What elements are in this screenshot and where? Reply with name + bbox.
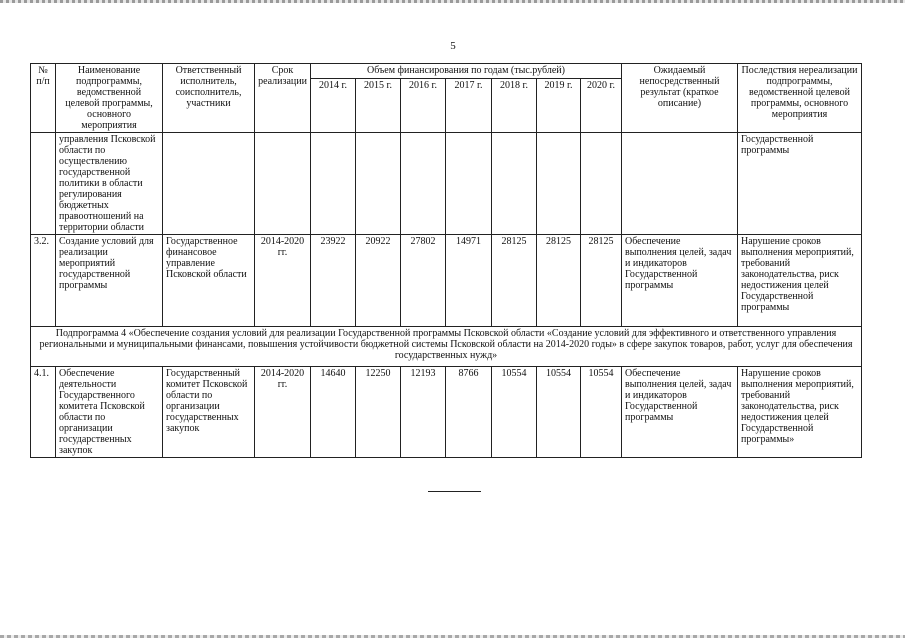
header-consequences: Последствия нереализации подпрограммы, ведомственной целевой программы, основного мероприятия (738, 64, 862, 133)
header-term: Срок реализации (255, 64, 311, 133)
program-table (30, 63, 862, 458)
table-row (31, 235, 862, 327)
cell-value: 10554 (537, 367, 581, 458)
page-number: 5 (450, 40, 456, 52)
cell-name: управления Псковской области по осуществлению государственной политики в области регулирования бюджетных правоотношений на территории области (56, 133, 163, 235)
cell-num: 3.2. (31, 235, 56, 327)
cell-consequences: Нарушение сроков выполнения мероприятий, требований законодательства, риск недостижения целей Государственной программы» (738, 367, 862, 458)
cell-executor: Государственное финансовое управление Псковской области (163, 235, 255, 327)
cell-value: 28125 (492, 235, 537, 327)
header-executor: Ответственный исполнитель, соисполнитель, участники (163, 64, 255, 133)
cell-value (446, 133, 492, 235)
cell-result (622, 133, 738, 235)
cell-value (401, 133, 446, 235)
subprogram-banner: Подпрограмма 4 «Обеспечение создания условий для реализации Государственной программы Псковской области «Создание условий для эффективного и ответственного управления региональными и муниципальными финансами, повышения устойчивости бюджетной системы Псковской области на 2014-2020 годы» в сфере закупок товаров, работ, услуг для обеспечения государственных нужд» (31, 327, 862, 367)
footer-rule (428, 491, 481, 492)
cell-num (31, 133, 56, 235)
cell-term: 2014-2020 гг. (255, 235, 311, 327)
header-row-1 (31, 64, 862, 79)
cell-value: 23922 (311, 235, 356, 327)
cell-value (537, 133, 581, 235)
continuation-row (31, 133, 862, 235)
cell-value: 10554 (492, 367, 537, 458)
header-funding-group: Объем финансирования по годам (тыс.рублей) (311, 64, 622, 79)
cell-executor: Государственный комитет Псковской области по организации государственных закупок (163, 367, 255, 458)
cell-executor (163, 133, 255, 235)
scan-edge-top (0, 0, 905, 3)
cell-name: Обеспечение деятельности Государственного комитета Псковской области по организации государственных закупок (56, 367, 163, 458)
header-num: № п/п (31, 64, 56, 133)
header-name: Наименование подпрограммы, ведомственной целевой программы, основного мероприятия (56, 64, 163, 133)
cell-value: 12250 (356, 367, 401, 458)
cell-result: Обеспечение выполнения целей, задач и индикаторов Государственной программы (622, 235, 738, 327)
cell-value (492, 133, 537, 235)
table-row (31, 367, 862, 458)
subprogram-row (31, 327, 862, 367)
cell-num: 4.1. (31, 367, 56, 458)
cell-value (356, 133, 401, 235)
header-year: 2020 г. (581, 79, 622, 133)
cell-value: 20922 (356, 235, 401, 327)
cell-value: 12193 (401, 367, 446, 458)
cell-name: Создание условий для реализации мероприятий государственной программы (56, 235, 163, 327)
cell-consequences: Государственной программы (738, 133, 862, 235)
cell-term: 2014-2020 гг. (255, 367, 311, 458)
cell-result: Обеспечение выполнения целей, задач и индикаторов Государственной программы (622, 367, 738, 458)
cell-value: 8766 (446, 367, 492, 458)
cell-value: 14971 (446, 235, 492, 327)
cell-consequences: Нарушение сроков выполнения мероприятий, требований законодательства, риск недостижения целей Государственной программы (738, 235, 862, 327)
header-year: 2014 г. (311, 79, 356, 133)
header-year: 2019 г. (537, 79, 581, 133)
scan-edge-bottom (0, 635, 905, 638)
cell-value: 28125 (537, 235, 581, 327)
cell-value (581, 133, 622, 235)
header-year: 2018 г. (492, 79, 537, 133)
cell-value: 14640 (311, 367, 356, 458)
header-year: 2015 г. (356, 79, 401, 133)
cell-value: 10554 (581, 367, 622, 458)
header-result: Ожидаемый непосредственный результат (краткое описание) (622, 64, 738, 133)
cell-value (311, 133, 356, 235)
cell-value: 28125 (581, 235, 622, 327)
cell-value: 27802 (401, 235, 446, 327)
header-year: 2016 г. (401, 79, 446, 133)
header-year: 2017 г. (446, 79, 492, 133)
cell-term (255, 133, 311, 235)
